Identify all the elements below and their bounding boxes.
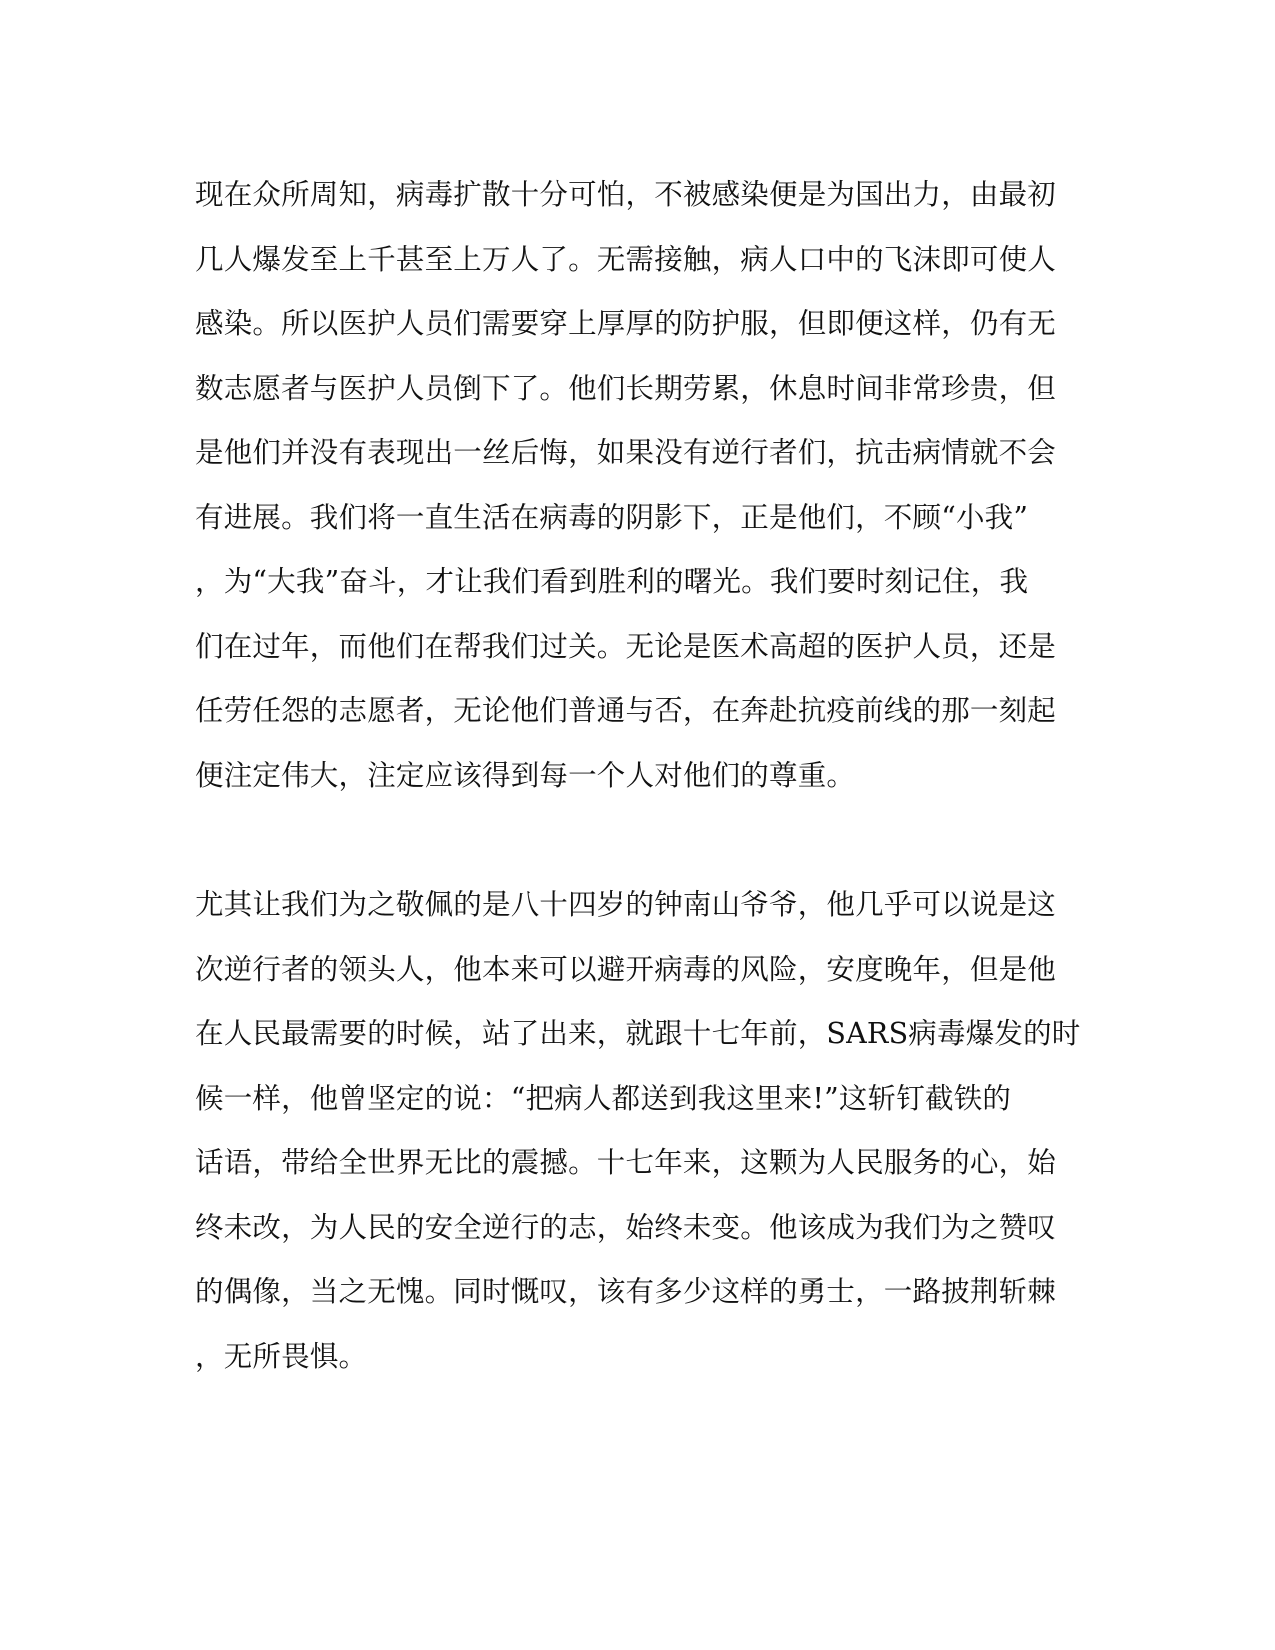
text-line: 便注定伟大，注定应该得到每一个人对他们的尊重。 <box>195 758 856 792</box>
text-line: 们在过年，而他们在帮我们过关。无论是医术高超的医护人员，还是 <box>195 629 1057 663</box>
text-line: 在人民最需要的时候，站了出来，就跟十七年前，SARS病毒爆发的时 <box>195 1017 1081 1050</box>
paragraph-1 <box>195 163 1075 808</box>
paragraph-2 <box>195 873 1081 1389</box>
text-line: 话语，带给全世界无比的震撼。十七年来，这颗为人民服务的心，始 <box>195 1146 1057 1179</box>
text-line: 尤其让我们为之敬佩的是八十四岁的钟南山爷爷，他几乎可以说是这 <box>195 888 1057 921</box>
text-line: 次逆行者的领头人，他本来可以避开病毒的风险，安度晚年，但是他 <box>195 952 1057 986</box>
text-line: ，无所畏惧。 <box>195 1339 368 1373</box>
text-line: 感染。所以医护人员们需要穿上厚厚的防护服，但即便这样，仍有无 <box>195 307 1057 340</box>
text-line: 任劳任怨的志愿者，无论他们普通与否，在奔赴抗疫前线的那一刻起 <box>195 694 1057 727</box>
text-line: 现在众所周知，病毒扩散十分可怕，不被感染便是为国出力，由最初 <box>195 178 1057 211</box>
text-line: ，为“大我”奋斗，才让我们看到胜利的曙光。我们要时刻记住，我 <box>195 565 1029 598</box>
text-line: 数志愿者与医护人员倒下了。他们长期劳累，休息时间非常珍贵，但 <box>195 371 1057 405</box>
text-line: 候一样，他曾坚定的说：“把病人都送到我这里来!”这斩钉截铁的 <box>195 1081 1012 1115</box>
text-line: 终未改，为人民的安全逆行的志，始终未变。他该成为我们为之赞叹 <box>195 1210 1057 1244</box>
text-line: 有进展。我们将一直生活在病毒的阴影下，正是他们，不顾“小我” <box>195 500 1029 534</box>
text-line: 的偶像，当之无愧。同时慨叹，该有多少这样的勇士，一路披荆斩棘 <box>195 1275 1057 1308</box>
text-line: 几人爆发至上千甚至上万人了。无需接触，病人口中的飞沫即可使人 <box>195 242 1057 276</box>
text-line: 是他们并没有表现出一丝后悔，如果没有逆行者们，抗击病情就不会 <box>195 436 1057 469</box>
